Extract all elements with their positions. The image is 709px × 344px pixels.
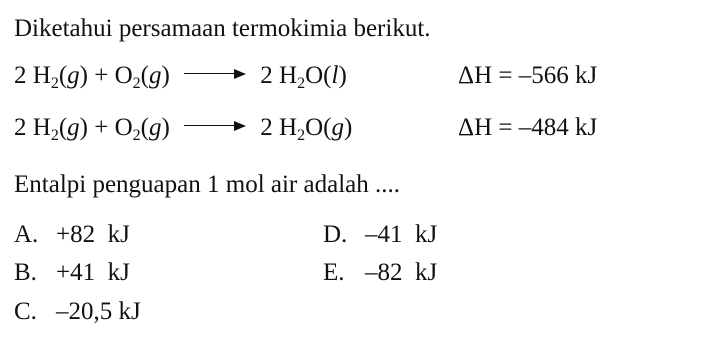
subscript: 2 (132, 75, 141, 92)
option-text: +82 kJ (56, 221, 130, 248)
paren: ( (140, 62, 149, 89)
product-h2o: 2 H (260, 114, 298, 141)
paren: ( (58, 62, 68, 89)
intro-text: Diketahui persamaan termokimia berikut. (14, 15, 431, 42)
paren: ) (161, 114, 170, 141)
paren: ) (343, 114, 353, 141)
paren: ) (338, 62, 347, 89)
option-letter: E. (323, 259, 345, 286)
option-d[interactable] (323, 220, 437, 250)
enthalpy-1: ΔH = –566 kJ (458, 62, 598, 89)
product-o: O( (305, 114, 332, 141)
reactant-h2: 2 H (14, 62, 51, 89)
option-letter: B. (14, 259, 37, 286)
equation-2 (14, 113, 352, 143)
question-text: Entalpi penguapan 1 mol air adalah .... (14, 171, 400, 198)
option-e[interactable] (323, 258, 437, 288)
equation-1 (14, 61, 347, 91)
subscript: 2 (50, 127, 59, 144)
option-b[interactable] (14, 258, 130, 288)
product-o: O( (305, 62, 332, 89)
state-label: g (148, 62, 162, 89)
reaction-arrow-icon (184, 120, 246, 132)
enthalpy-2: ΔH = –484 kJ (458, 114, 598, 141)
paren: ( (58, 114, 68, 141)
option-text: –82 kJ (365, 259, 438, 286)
option-letter: A. (14, 221, 39, 248)
subscript: 2 (132, 127, 141, 144)
reactant-h2: 2 H (14, 114, 51, 141)
subscript: 2 (297, 75, 306, 92)
subscript: 2 (50, 75, 59, 92)
state-label: g (331, 114, 344, 141)
product-h2o: 2 H (260, 62, 298, 89)
option-a[interactable] (14, 220, 130, 250)
option-text: –41 kJ (365, 221, 438, 248)
reactant-o2: ) + O (79, 114, 133, 141)
option-letter: C. (14, 298, 37, 325)
state-label: g (67, 62, 80, 89)
option-c[interactable] (14, 297, 141, 327)
paren: ( (140, 114, 149, 141)
state-label: l (331, 62, 339, 89)
option-letter: D. (323, 221, 348, 248)
subscript: 2 (297, 127, 306, 144)
option-text: –20,5 kJ (56, 298, 141, 325)
option-text: +41 kJ (56, 259, 130, 286)
state-label: g (67, 114, 80, 141)
paren: ) (161, 62, 170, 89)
reaction-arrow-icon (184, 68, 246, 80)
reactant-o2: ) + O (79, 62, 133, 89)
state-label: g (148, 114, 162, 141)
